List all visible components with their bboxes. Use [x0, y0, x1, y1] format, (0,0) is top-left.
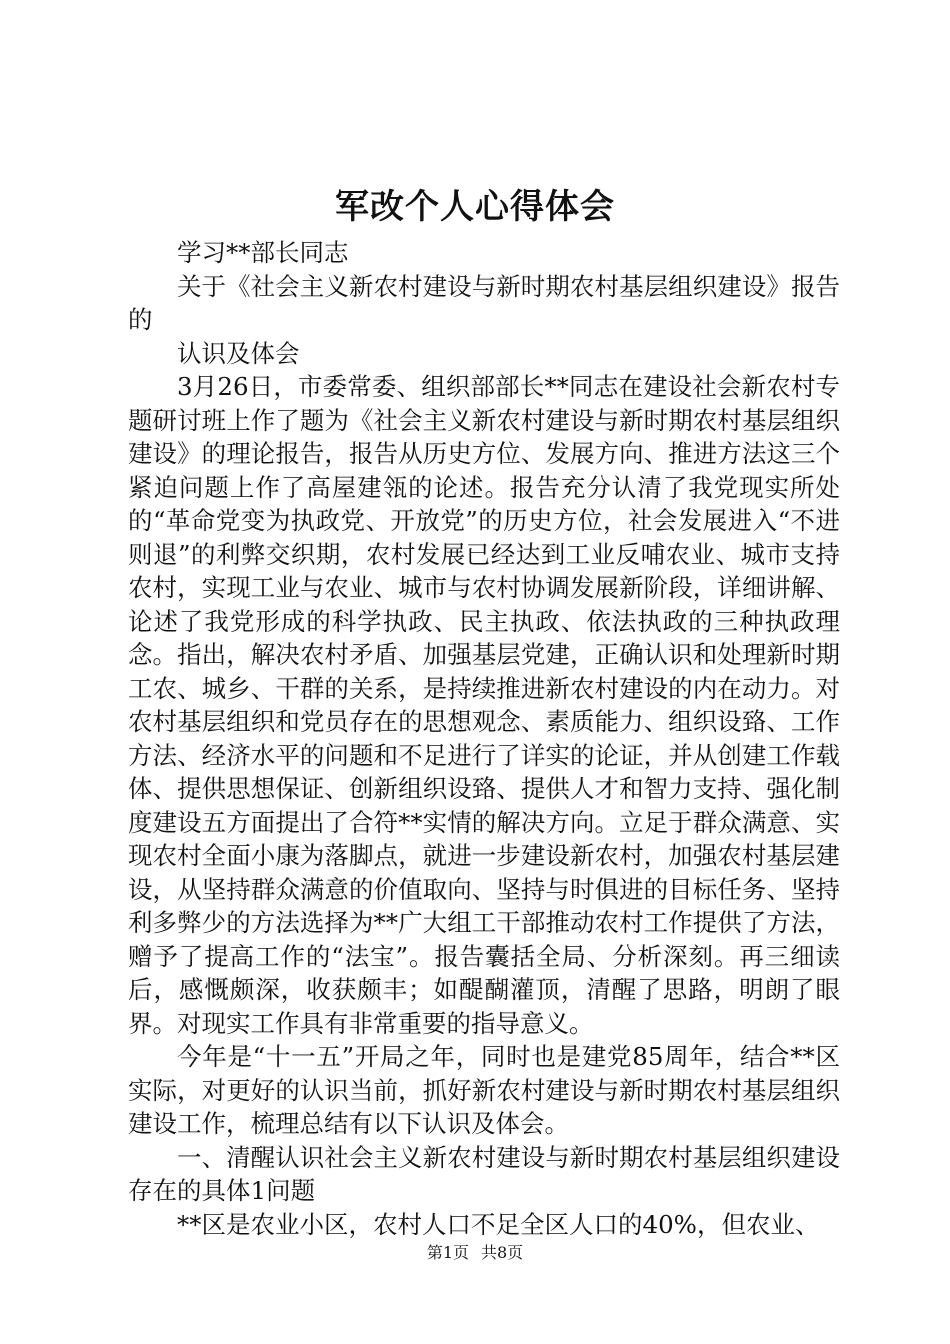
section-heading-one: 一、清醒认识社会主义新农村建设与新时期农村基层组织建设存在的具体1问题	[128, 1142, 840, 1205]
document-title: 军改个人心得体会	[335, 187, 615, 227]
page-total: 共8页	[481, 1243, 524, 1262]
paragraph-district-intro: **区是农业小区，农村人口不足全区人口的40%，但农业、	[177, 1209, 820, 1239]
paragraph-study-heading: 学习**部长同志	[177, 238, 349, 267]
paragraph-report-title: 关于《社会主义新农村建设与新时期农村基层组织建设》报告的	[128, 271, 840, 334]
paragraph-understanding: 认识及体会	[177, 338, 300, 368]
page-number: 第1页	[426, 1243, 469, 1262]
paragraph-this-year: 今年是“十一五”开局之年，同时也是建党85周年，结合**区实际，对更好的认识当前，抓好新农村建设与新时期农村基层组织建设工作，梳理总结有以下认识及体会。	[128, 1042, 840, 1138]
document-body	[128, 236, 840, 1241]
page-footer	[0, 1242, 950, 1264]
paragraph-report-summary: 3月26日，市委常委、组织部部长**同志在建设社会新农村专题研讨班上作了题为《社会主义新农村建设与新时期农村基层组织建设》的理论报告，报告从历史方位、发展方向、推进方法这三个紧迫问题上作了高屋建瓴的论述。报告充分认清了我党现实所处的“革命党变为执政党、开放党”的历史方位，社会发展进入“不进则退”的利弊交织期，农村发展已经达到工业反哺农业、城市支持农村，实现工业与农业、城市与农村协调发展新阶段，详细讲解、论述了我党形成的科学执政、民主执政、依法执政的三种执政理念。指出，解决农村矛盾、加强基层党建，正确认识和处理新时期工农、城乡、干群的关系，是持续推进新农村建设的内在动力。对农村基层组织和党员存在的思想观念、素质能力、组织设臵、工作方法、经济水平的问题和不足进行了详实的论证，并从创建工作载体、提供思想保证、创新组织设臵、提供人才和智力支持、强化制度建设五方面提出了合符**实情的解决方向。立足于群众满意、实现农村全面小康为落脚点，就进一步建设新农村，加强农村基层建设，从坚持群众满意的价值取向、坚持与时俱进的目标任务、坚持利多弊少的方法选择为**广大组工干部推动农村工作提供了方法，赠予了提高工作的“法宝”。报告囊括全局、分析深刻。再三细读后，感慨颇深，收获颇丰；如醍醐灌顶，清醒了思路，明朗了眼界。对现实工作具有非常重要的指导意义。	[128, 372, 840, 1038]
